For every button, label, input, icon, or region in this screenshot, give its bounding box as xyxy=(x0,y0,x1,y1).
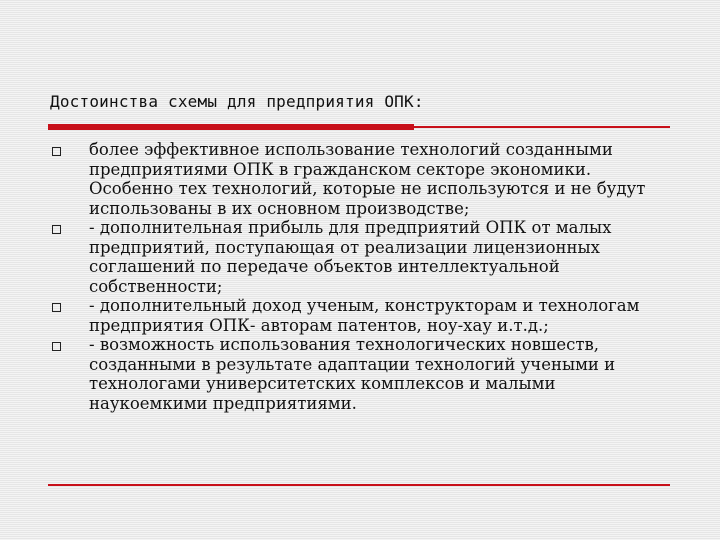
list-item-text: - дополнительная прибыль для предприятий ОПК от малых предприятий, поступающая от реализации лицензионных соглашений по передаче объектов интеллектуальной собственности; xyxy=(89,218,612,296)
list-item-text: - возможность использования технологических новшеств, созданными в результате адаптации технологий учеными и технологами университетских комплексов и малыми наукоемкими предприятиями. xyxy=(89,335,616,413)
slide-title: Достоинства схемы для предприятия ОПК: xyxy=(50,92,424,111)
list-item xyxy=(50,218,670,296)
list-item xyxy=(50,140,670,218)
list-item xyxy=(50,296,670,335)
hollow-square-bullet-icon xyxy=(52,147,61,156)
footer-divider xyxy=(48,484,670,486)
list-item xyxy=(50,335,670,413)
list-item-text: более эффективное использование технологий созданными предприятиями ОПК в гражданском секторе экономики. Особенно тех технологий, которые не используются и не будут использованы в их основном производстве; xyxy=(89,140,646,218)
hollow-square-bullet-icon xyxy=(52,225,61,234)
bullet-list xyxy=(50,140,670,413)
title-underline-accent xyxy=(48,124,414,130)
hollow-square-bullet-icon xyxy=(52,303,61,312)
list-item-text: - дополнительный доход ученым, конструкторам и технологам предприятия ОПК- авторам патентов, ноу-хау и.т.д.; xyxy=(89,296,640,335)
hollow-square-bullet-icon xyxy=(52,342,61,351)
